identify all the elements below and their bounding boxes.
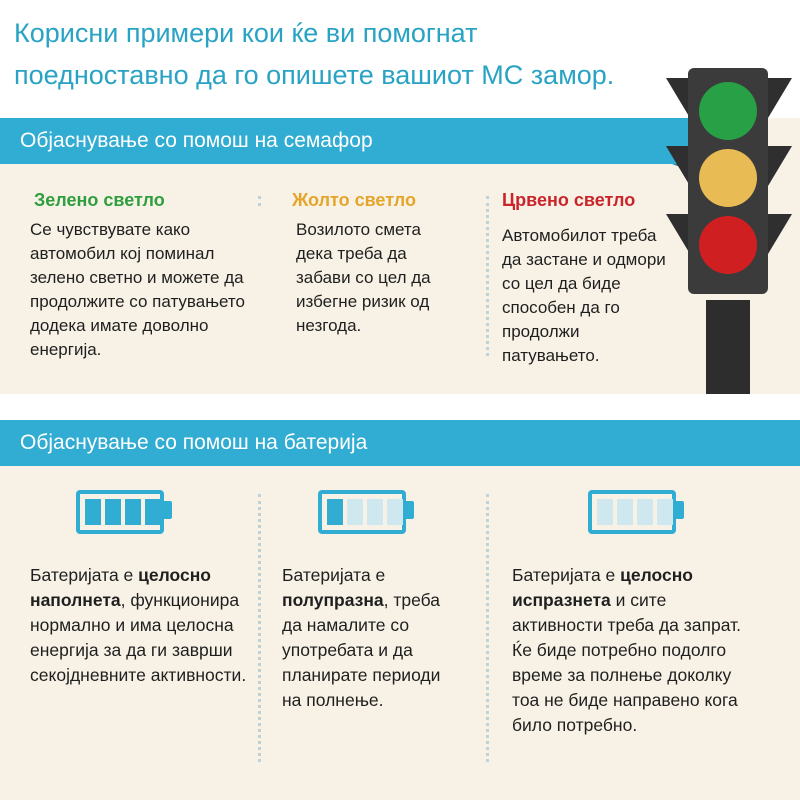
battery-cell — [387, 499, 403, 525]
battery-cell — [657, 499, 673, 525]
column-divider — [258, 494, 261, 762]
battery-cell — [367, 499, 383, 525]
text-segment: и сите активности треба да запрат. Ќе биде потребно подолго време за полнење доколку тоа не биде направено кога било потребно. — [512, 590, 742, 735]
text-segment: Батеријата е — [30, 565, 139, 585]
battery-cell — [125, 499, 141, 525]
yellow-light-title: Жолто светло — [292, 190, 416, 210]
text-segment: Батеријата е — [282, 565, 386, 585]
column-divider — [486, 196, 489, 356]
battery-full-text — [30, 563, 250, 688]
emphasis: полупразна — [282, 590, 384, 610]
battery-cell — [597, 499, 613, 525]
battery-cap — [676, 501, 684, 519]
battery-cell — [105, 499, 121, 525]
emphasis: целосно испразнета — [512, 565, 693, 610]
battery-cap — [406, 501, 414, 519]
intro-heading: Корисни примери кои ќе ви помогнат поедноставно да го опишете вашиот МС замор. — [14, 18, 615, 90]
battery-cell — [617, 499, 633, 525]
traffic-light-visor — [666, 78, 690, 118]
red-light-title: Црвено светло — [502, 190, 636, 210]
battery-low-icon — [318, 490, 406, 534]
battery-cell — [637, 499, 653, 525]
traffic-light-visor — [768, 146, 792, 186]
green-light-title: Зелено светло — [34, 190, 165, 210]
emphasis: целосно наполнета — [30, 565, 211, 610]
traffic-light-visor — [666, 214, 690, 254]
column-divider — [258, 196, 261, 206]
traffic-light-banner: Објаснување со помош на семафор — [0, 118, 705, 164]
traffic-light-visor — [768, 78, 792, 118]
battery-low-text — [282, 563, 462, 713]
red-light-text: Автомобилот треба да застане и одмори со цел да биде способен да го продолжи патувањето. — [502, 226, 666, 365]
battery-cell — [327, 499, 343, 525]
green-lamp — [699, 82, 757, 140]
text-segment: Батеријата е — [512, 565, 621, 585]
battery-cap — [164, 501, 172, 519]
traffic-light-visor — [666, 146, 690, 186]
yellow-light-text: Возилото смета дека треба да забави со цел да избегне ризик од незгода. — [296, 220, 431, 335]
battery-cell — [85, 499, 101, 525]
traffic-light-visor — [768, 214, 792, 254]
battery-empty-icon — [588, 490, 676, 534]
yellow-lamp — [699, 149, 757, 207]
text-segment: , функционира нормално и има целосна енергија за да ги заврши секојдневните активности. — [30, 590, 247, 685]
battery-full-icon — [76, 490, 164, 534]
column-divider — [486, 494, 489, 762]
text-segment: , треба да намалите со употребата и да планирате периоди на полнење. — [282, 590, 441, 710]
battery-cell — [347, 499, 363, 525]
green-light-text: Се чувствувате како автомобил кој поминал зелено светно и можете да продолжите со патувањето додека имате доволно енергија. — [30, 220, 245, 359]
battery-banner: Објаснување со помош на батерија — [0, 420, 800, 466]
traffic-light-pole — [706, 300, 750, 394]
battery-empty-text — [512, 563, 752, 738]
battery-cell — [145, 499, 161, 525]
red-lamp — [699, 216, 757, 274]
